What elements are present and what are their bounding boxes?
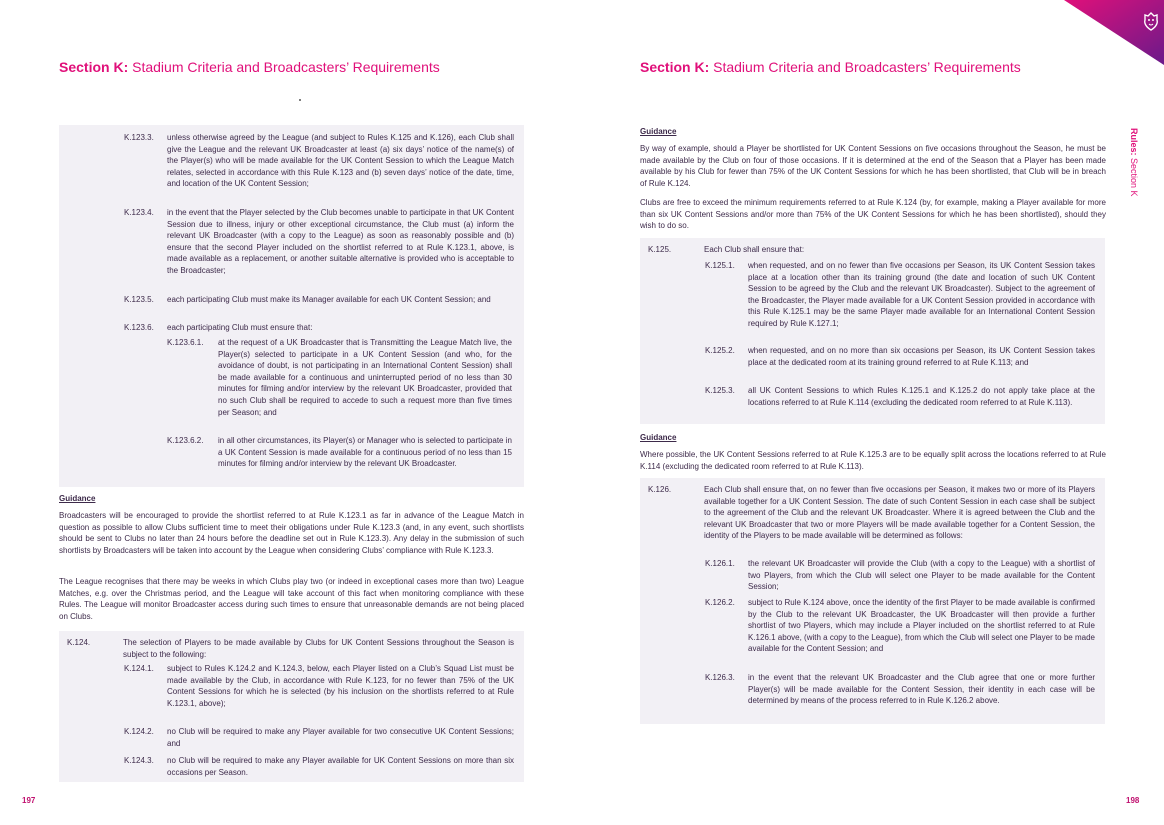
- corner-gradient: [1024, 0, 1164, 70]
- rule-text: unless otherwise agreed by the League (and subject to Rules K.125 and K.126), each Club shall give the League and the relevant UK Broadcaster at least (a) six days’ notice of the name(s) of the Player(s) who will be made available for the UK Content Session to which the League Match relates, selected in accordance with this Rule K.123 and (b) seven days’ notice of the date, time, and location of the UK Content Session;: [167, 133, 514, 189]
- rule-number: K.126.: [648, 485, 672, 494]
- rule-number: K.124.3.: [124, 756, 154, 765]
- guidance-paragraph: The League recognises that there may be weeks in which Clubs play two (or indeed in exceptional cases more than two) League Matches, e.g. over the Christmas period, and the League will take account of this fact when monitoring compliance with these Rules. The League will monitor Broadcaster access during such times to ensure that unreasonable demands are not being placed on Clubs.: [59, 577, 524, 621]
- rule-item: [124, 322, 514, 334]
- rule-item: [705, 558, 1095, 593]
- right-page: [582, 0, 1164, 825]
- rule-item: [124, 132, 514, 190]
- rules-box-k125: [640, 238, 1105, 424]
- page-title: Section K: Stadium Criteria and Broadcasters’ Requirements: [640, 59, 1021, 75]
- guidance-paragraph: Where possible, the UK Content Sessions referred to at Rule K.125.3 are to be equally split across the locations referred to at Rule K.114 (excluding the dedicated room referred to at Rule K.113).: [640, 450, 1106, 471]
- page-number: 197: [22, 796, 36, 805]
- rule-number: K.125.1.: [705, 261, 735, 270]
- rule-item: [124, 755, 514, 778]
- guidance-title: Guidance: [59, 494, 96, 503]
- rule-text: in the event that the relevant UK Broadcaster and the Club agree that one or more further Player(s) will be made available for the Content Session, their identity in each case will be determined by means of the process referred to in Rule K.126.2 above.: [748, 673, 1095, 706]
- stray-dot: [299, 99, 301, 101]
- guidance-title: Guidance: [640, 433, 677, 442]
- rule-item: [705, 345, 1095, 368]
- rule-item: [124, 663, 514, 709]
- rule-item: [124, 294, 514, 306]
- rule-text: when requested, and on no fewer than five occasions per Season, its UK Content Session takes place at a location other than its training ground (the date and location of such UK Content Session to be agreed by the Club and the relevant UK Broadcaster). Subject to the agreement of the Broadcaster, the Player made available for a UK Content Session provided in accordance with this Rule K.125.1 may be the same Player made available for an International Content Session required by Rule K.127.1;: [748, 261, 1095, 328]
- rule-text: each participating Club must ensure that:: [167, 323, 313, 332]
- rule-number: K.125.2.: [705, 346, 735, 355]
- rule-item: [705, 260, 1095, 330]
- rule-number: K.124.1.: [124, 664, 154, 673]
- rule-item: [167, 337, 512, 418]
- rule-number: K.123.3.: [124, 133, 154, 142]
- rule-number: K.125.3.: [705, 386, 735, 395]
- rule-number: K.124.2.: [124, 727, 154, 736]
- rule-number: K.123.5.: [124, 295, 154, 304]
- rule-number: K.123.4.: [124, 208, 154, 217]
- guidance-title: Guidance: [640, 127, 677, 136]
- rule-text: at the request of a UK Broadcaster that is Transmitting the League Match live, the Player(s) selected to participate in a UK Content Session (and who, for the avoidance of doubt, is not participating in an International Content Session) shall be made available for a continuous and uninterrupted period of no less than 30 minutes for filming and/or interview by the relevant UK Broadcaster, provided that no such Club shall be required to accede to such a request more than five times per Season; and: [218, 338, 512, 417]
- rule-number: K.126.1.: [705, 559, 735, 568]
- side-tab: Rules: Section K: [1129, 128, 1139, 197]
- rule-item: [167, 435, 512, 470]
- rules-box-k126: [640, 478, 1105, 724]
- rule-number: K.123.6.1.: [167, 338, 204, 347]
- rule-item: [705, 597, 1095, 655]
- rule-item: [124, 726, 514, 749]
- rules-box-k124: [59, 631, 524, 782]
- rule-item: [705, 385, 1095, 408]
- rule-item: [705, 672, 1095, 707]
- lion-crest-icon: [1142, 12, 1160, 32]
- rule-item: [124, 207, 514, 277]
- rule-number: K.125.: [648, 245, 672, 254]
- rule-item: [67, 637, 514, 660]
- rule-text: when requested, and on no more than six occasions per Season, its UK Content Session takes place at the dedicated room at its training ground referred to at Rule K.113; and: [748, 346, 1095, 367]
- rule-text: Each Club shall ensure that, on no fewer than five occasions per Season, it makes two or more of its Players available together for a UK Content Session. The date of such Content Session in each case shall be subject to the agreement of the Club and the relevant UK Broadcaster. Where it is agreed between the Club and the relevant UK Broadcaster that two or more Players will be made available together for a Content Session, the identity of the Players to be made available will be determined as follows:: [704, 485, 1095, 541]
- rule-item: [648, 244, 1095, 256]
- rule-number: K.123.6.2.: [167, 436, 204, 445]
- rule-text: each participating Club must make its Manager available for each UK Content Session; and: [167, 295, 491, 304]
- page-number: 198: [1126, 796, 1140, 805]
- corner-decoration: [1024, 0, 1164, 70]
- rules-box-k123: [59, 125, 524, 487]
- page-title: Section K: Stadium Criteria and Broadcasters’ Requirements: [59, 59, 440, 75]
- guidance-paragraph: By way of example, should a Player be shortlisted for UK Content Sessions on five occasions throughout the Season, he must be made available by the Club on four of those occasions. If it is determined at the end of the Season that a Player has been made available by his Club for fewer than 75% of the UK Content Sessions for which he has been shortlisted, that Club will be in breach of Rule K.124.: [640, 144, 1106, 188]
- guidance-paragraph: Broadcasters will be encouraged to provide the shortlist referred to at Rule K.123.1 as far in advance of the League Match in question as possible to allow Clubs sufficient time to meet their obligations under Rule K.123.3 (and, in any event, such shortlists should be sent to Clubs no later than 24 hours before the deadline set out in Rule K.123.3). Any delay in the submission of such shortlists by Broadcasters will be taken into account by the League when considering Clubs’ compliance with Rule K.123.3.: [59, 511, 524, 555]
- rule-text: no Club will be required to make any Player available for two consecutive UK Content Sessions; and: [167, 727, 514, 748]
- rule-text: in the event that the Player selected by the Club becomes unable to participate in that UK Content Session due to illness, injury or other exceptional circumstance, the Club must (a) inform the relevant UK Broadcaster (with a copy to the League) as soon as reasonably possible and (b) ensure that the second Player included on the shortlist referred to at Rule K.123.1, above, is made available as a replacement, or another suitable alternative is provided who is acceptable to the Broadcaster;: [167, 208, 514, 275]
- rule-text: The selection of Players to be made available by Clubs for UK Content Sessions throughout the Season is subject to the following:: [123, 638, 514, 659]
- rule-text: subject to Rule K.124 above, once the identity of the first Player to be made available is confirmed by the Club to the relevant UK Broadcaster, the UK Broadcaster will then provide a further shortlist of two Players, which may include a Player included on the shortlist referred to at Rule K.126.1 above, (with a copy to the League), from which the Club will select one Player to be made available for the Content Session; and: [748, 598, 1095, 654]
- rule-number: K.126.3.: [705, 673, 735, 682]
- rule-number: K.123.6.: [124, 323, 154, 332]
- guidance-paragraph: Clubs are free to exceed the minimum requirements referred to at Rule K.124 (by, for example, making a Player available for more than six UK Content Sessions and/or more than 75% of the UK Content Sessions for which he has been shortlisted), should they wish to do so.: [640, 198, 1106, 231]
- rule-text: subject to Rules K.124.2 and K.124.3, below, each Player listed on a Club’s Squad List must be made available by the Club, in accordance with Rule K.123, for no fewer than 75% of the UK Content Sessions for which he is selected (by his inclusion on the shortlists referred to at Rule K.123.1, above);: [167, 664, 514, 708]
- rule-number: K.126.2.: [705, 598, 735, 607]
- rule-item: [648, 484, 1095, 542]
- rule-text: in all other circumstances, its Player(s) or Manager who is selected to participate in a UK Content Session is made available for a continuous period of no less than 15 minutes for filming and/or interview by the relevant UK Broadcaster.: [218, 436, 512, 469]
- rule-text: all UK Content Sessions to which Rules K.125.1 and K.125.2 do not apply take place at the locations referred to at Rule K.114 (excluding the dedicated room referred to at Rule K.113).: [748, 386, 1095, 407]
- rule-number: K.124.: [67, 638, 91, 647]
- rule-text: no Club will be required to make any Player available for UK Content Sessions on more than six occasions per Season.: [167, 756, 514, 777]
- rule-text: the relevant UK Broadcaster will provide the Club (with a copy to the League) with a shortlist of two Players, from which the Club will select one Player to be made available for the Content Session;: [748, 559, 1095, 592]
- rule-text: Each Club shall ensure that:: [704, 245, 805, 254]
